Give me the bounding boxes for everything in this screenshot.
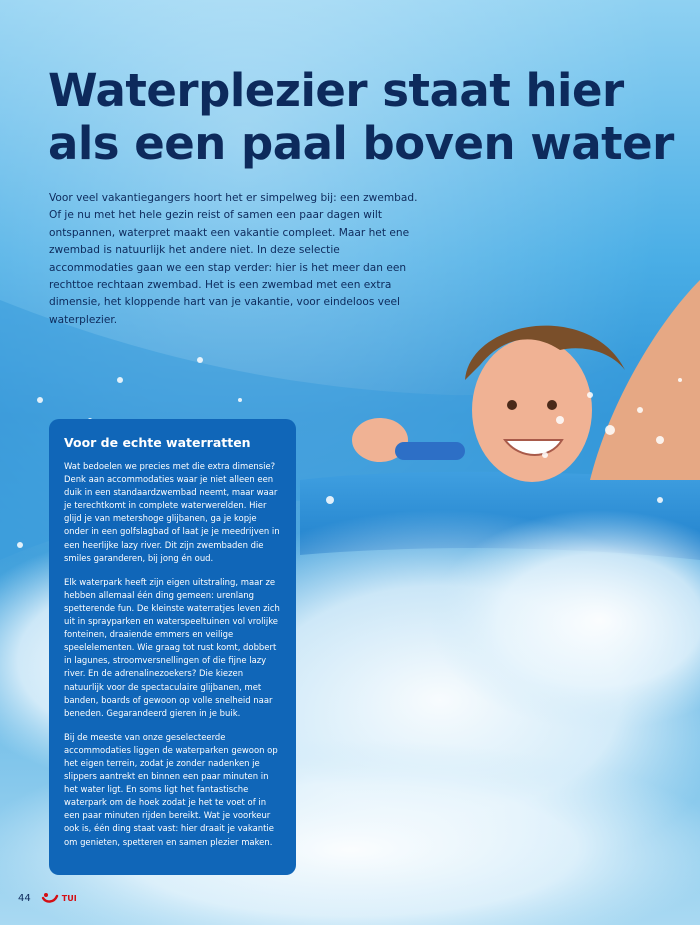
sidebar-paragraph: Elk waterpark heeft zijn eigen uitstraling, maar ze hebben allemaal één ding gemeen: urenlang spetterende fun. De kleinste waterratjes leven zich uit in sprayparken en waterspeeltuinen vol vrolijke fonteinen, draaiende emmers en veilige speelelementen. Wie graag tot rust komt, dobbert in lagunes, stroomversnellingen of die fijne lazy river. En de adrenalinezoekers? Die kiezen natuurlijk voor de spectaculaire glijbanen, met banden, boards of gewoon op volle snelheid naar beneden. Gegarandeerd gieren in je buik.	[64, 576, 280, 718]
intro-paragraph: Voor veel vakantiegangers hoort het er simpelweg bij: een zwembad. Of je nu met het hele gezin reist of samen een paar dagen wilt ontspannen, waterpret maakt een vakantie compleet. Maar het ene zwembad is natuurlijk het andere niet. In deze selectie accommodaties gaan we een stap verder: hier is het meer dan een rechttoe rechtaan zwembad. Het is een zwembad met een extra dimensie, het kloppende hart van je vakantie, voor eindeloos veel waterplezier.	[49, 192, 418, 326]
sidebar-card	[49, 419, 296, 875]
sidebar-paragraph: Bij de meeste van onze geselecteerde accommodaties liggen de waterparken gewoon op het eigen terrein, zodat je zonder nadenken je slippers aantrekt en binnen een paar minuten in het water ligt. En soms ligt het fantastische waterpark om de hoek zodat je het te voet of in een paar minuten rijden bereikt. Wat je voorkeur ook is, één ding staat vast: hier draait je vakantie om genieten, spetteren en samen plezier maken.	[64, 731, 278, 847]
page-number: 44	[18, 892, 31, 904]
page-footer	[18, 890, 77, 906]
tui-wordmark: TUI	[61, 893, 77, 903]
sidebar-title: Voor de echte waterratten	[64, 435, 251, 450]
tui-smile-icon	[41, 892, 59, 904]
page-headline: Waterplezier staat hier als een paal boven water	[48, 64, 674, 170]
sidebar-paragraph: Wat bedoelen we precies met die extra dimensie? Denk aan accommodaties waar je niet alleen een duik in een standaardzwembad neemt, maar waar je terechtkomt in complete waterwerelden. Hier glijd je van metershoge glijbanen, ga je kopje onder in een golfslagbad of laat je je meedrijven in een heerlijke lazy river. Dit zijn zwembaden die smiles garanderen, bij jong én oud.	[64, 461, 280, 563]
tui-logo	[41, 892, 77, 904]
